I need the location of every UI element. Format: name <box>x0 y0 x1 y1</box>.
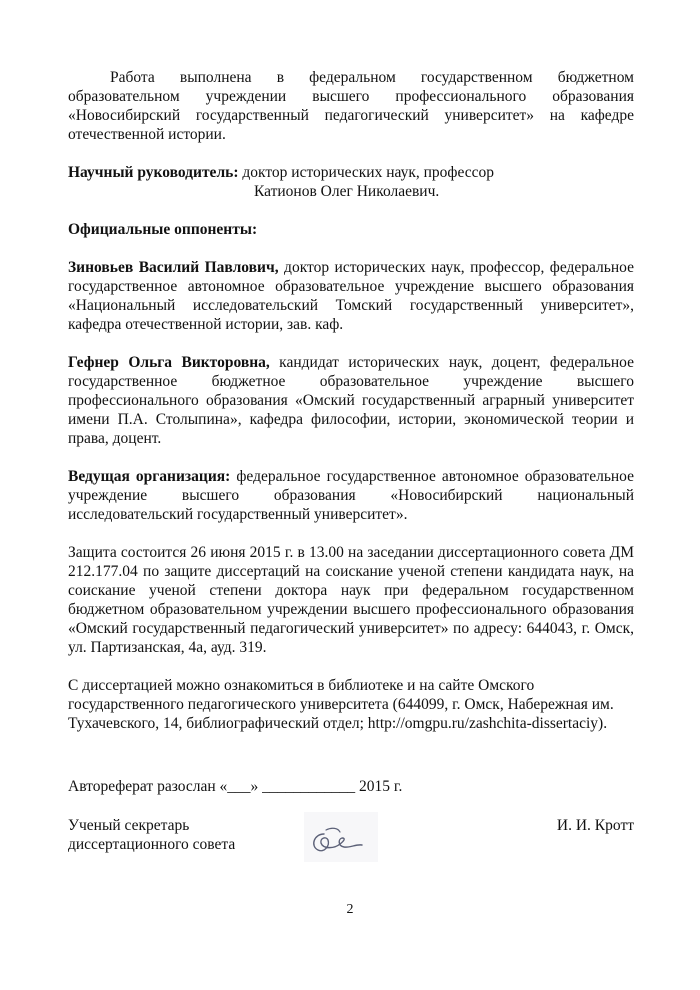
opponents-heading <box>68 220 634 239</box>
secretary-title-line1: Ученый секретарь <box>68 817 190 834</box>
advisor-block <box>68 163 634 201</box>
opponent-entry-1 <box>68 258 634 334</box>
secretary-block <box>68 816 634 862</box>
opponent-name: Гефнер Ольга Викторовна, <box>68 354 270 371</box>
leading-organization-label: Ведущая организация: <box>68 468 231 485</box>
page-number: 2 <box>346 902 354 917</box>
leading-organization <box>68 467 634 524</box>
advisor-title: доктор исторических наук, профессор <box>238 164 494 181</box>
opponent-details: кандидат исторических наук, доцент, федеральное государственное бюджетное образовательное учреждение высшего профессионального образования «Омский государственный аграрный университет имени П.А. Столыпина», кафедра философии, истории, экономической теории и права, доцент. <box>68 354 634 447</box>
advisor-name: Катионов Олег Николаевич. <box>254 183 440 200</box>
sent-date-line: Автореферат разослан «___» ____________ 2015 г. <box>68 778 403 795</box>
advisor-label: Научный руководитель: <box>68 164 239 181</box>
document-page <box>68 68 634 862</box>
secretary-title <box>68 816 235 854</box>
secretary-title-line2: диссертационного совета <box>68 836 236 853</box>
defense-paragraph: Защита состоится 26 июня 2015 г. в 13.00 на заседании диссертационного совета ДМ 212.177.04 по защите диссертаций на соискание ученой степени кандидата наук, на соискание ученой степени доктора наук при федеральном государственном бюджетном образовательном учреждении высшего профессионального образования «Омский государственный педагогический университет» по адресу: 644043, г. Омск, ул. Партизанская, 4а, ауд. 319. <box>68 544 634 656</box>
leading-organization-text: федеральное государственное автономное образовательное учреждение высшего образования «Новосибирский национальный исследовательский государственный университет». <box>68 468 634 523</box>
intro-paragraph: Работа выполнена в федеральном государственном бюджетном образовательном учреждении высшего профессионального образования «Новосибирский государственный педагогический университет» на кафедре отечественной истории. <box>68 69 634 143</box>
secretary-name: И. И. Кротт <box>556 817 634 834</box>
advisor-line <box>68 163 634 182</box>
opponent-entry-2 <box>68 353 634 448</box>
opponent-details: доктор исторических наук, профессор, федеральное государственное автономное образовательное учреждение высшего образования «Национальный исследовательский Томский государственный университет», кафедра отечественной истории, зав. каф. <box>68 259 634 333</box>
signature-image <box>304 812 378 862</box>
library-paragraph: С диссертацией можно ознакомиться в библиотеке и на сайте Омского государственного педагогического университета (644099, г. Омск, Набережная им. Тухачевского, 14, библиографический отдел; http://omgpu.ru/zashchita-dissertaciy). <box>68 677 614 732</box>
opponent-name: Зиновьев Василий Павлович, <box>68 259 279 276</box>
opponents-heading-text: Официальные оппоненты: <box>68 221 258 238</box>
